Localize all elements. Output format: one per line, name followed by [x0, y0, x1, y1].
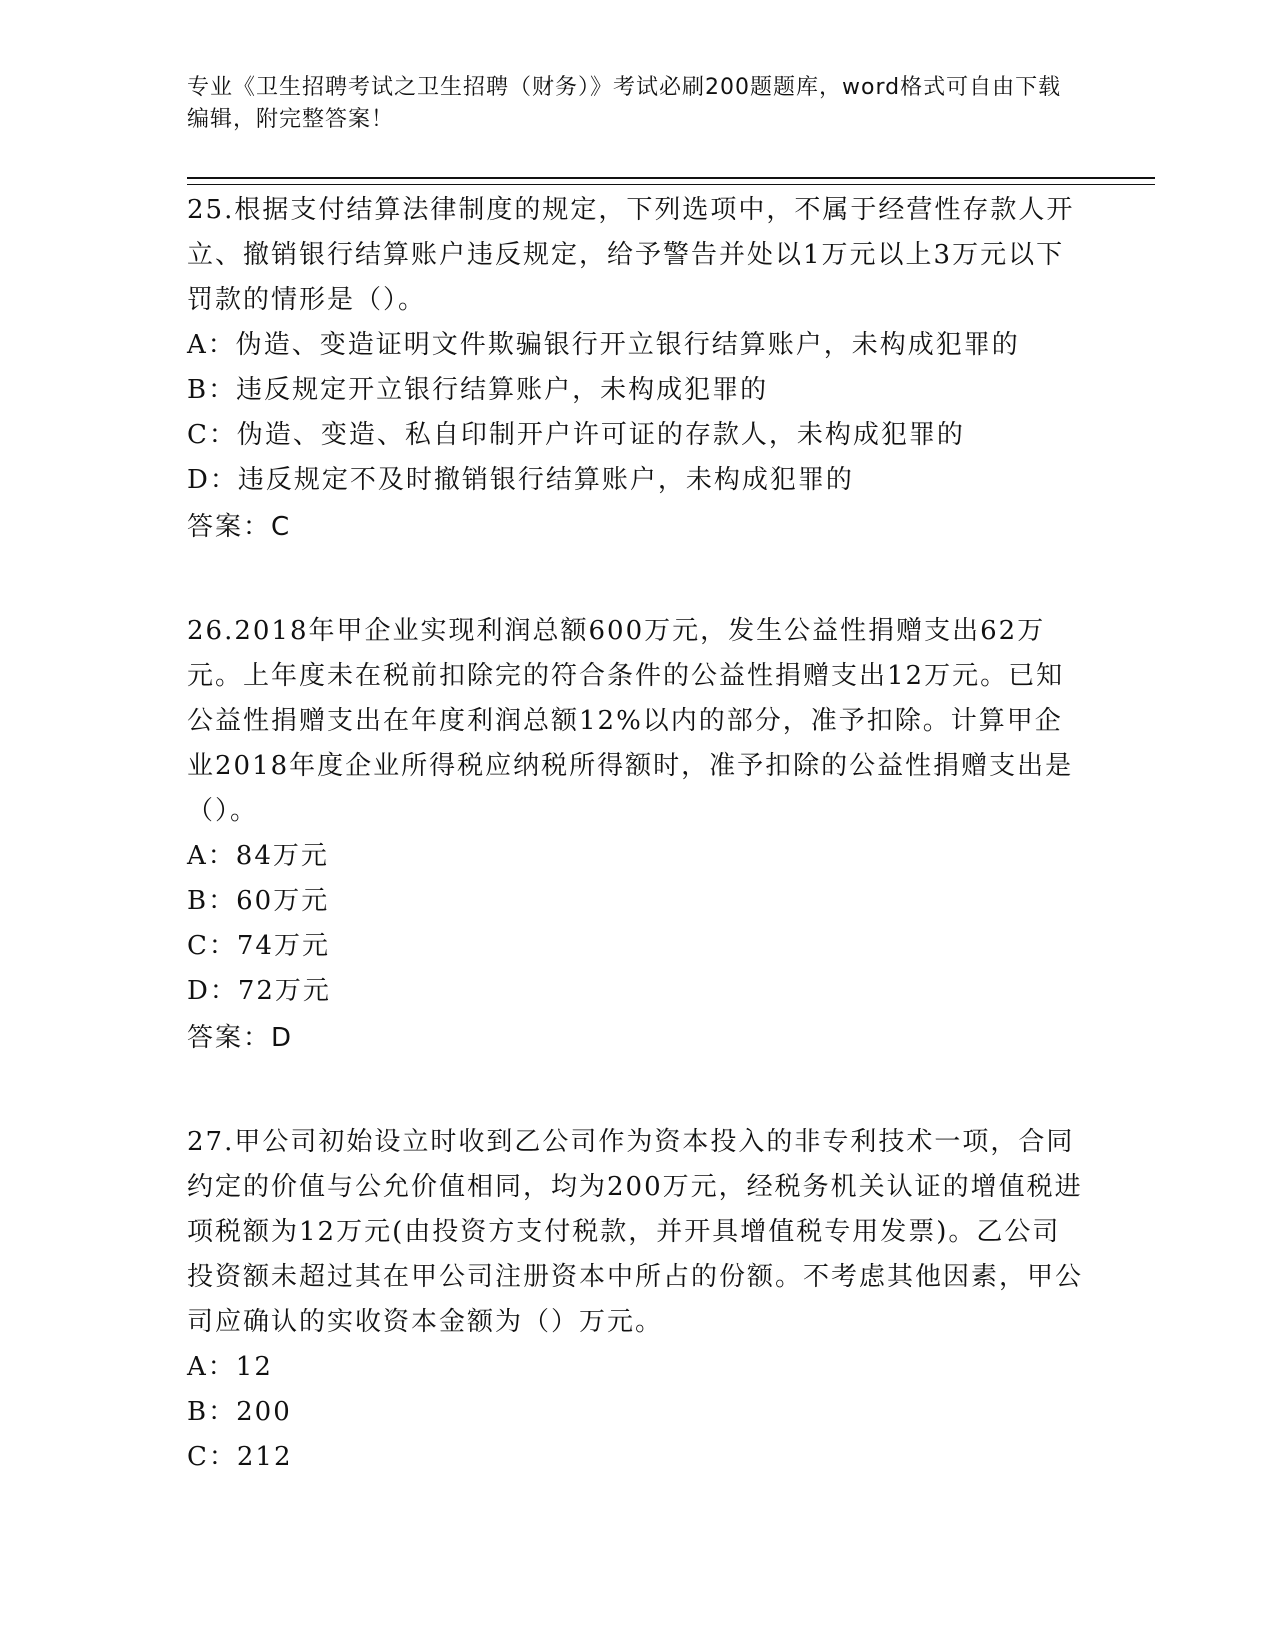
- option-b: B：违反规定开立银行结算账户，未构成犯罪的: [187, 375, 769, 405]
- answer-label: 答案：D: [187, 1023, 294, 1053]
- question-stem: 26.2018年甲企业实现利润总额600万元，发生公益性捐赠支出62万元。上年度未在税前扣除完的符合条件的公益性捐赠支出12万元。已知公益性捐赠支出在年度利润总额12%以内的部分，准予扣除。计算甲企业2018年度企业所得税应纳税所得额时，准予扣除的公益性捐赠支出是（）。: [187, 616, 1074, 826]
- answer-label: 答案：C: [187, 512, 292, 542]
- question-stem: 27.甲公司初始设立时收到乙公司作为资本投入的非专利技术一项，合同约定的价值与公允价值相同，均为200万元，经税务机关认证的增值税进项税额为12万元(由投资方支付税款，并开具增值税专用发票)。乙公司投资额未超过其在甲公司注册资本中所占的份额。不考虑其他因素，甲公司应确认的实收资本金额为（）万元。: [187, 1127, 1084, 1337]
- option-a: A：84万元: [187, 841, 329, 871]
- question-27: [187, 1120, 1087, 1480]
- question-26: [187, 609, 1087, 1062]
- header-rule-thin: [187, 184, 1155, 185]
- question-list: [187, 188, 1087, 1480]
- option-d: D：违反规定不及时撤销银行结算账户，未构成犯罪的: [187, 465, 854, 495]
- option-c: C：伪造、变造、私自印制开户许可证的存款人，未构成犯罪的: [187, 420, 965, 450]
- option-c: C：74万元: [187, 931, 330, 961]
- page-header: 专业《卫生招聘考试之卫生招聘（财务）》考试必刷200题题库，word格式可自由下载编辑，附完整答案！: [187, 75, 1062, 132]
- option-a: A：伪造、变造证明文件欺骗银行开立银行结算账户，未构成犯罪的: [187, 330, 1020, 360]
- option-b: B：60万元: [187, 886, 330, 916]
- question-25: [187, 188, 1087, 551]
- option-c: C：212: [187, 1442, 293, 1472]
- option-b: B：200: [187, 1397, 292, 1427]
- option-a: A：12: [187, 1352, 273, 1382]
- option-d: D：72万元: [187, 976, 331, 1006]
- question-stem: 25.根据支付结算法律制度的规定，下列选项中，不属于经营性存款人开立、撤销银行结算账户违反规定，给予警告并处以1万元以上3万元以下罚款的情形是（）。: [187, 195, 1075, 315]
- header-rule-thick: [187, 177, 1155, 179]
